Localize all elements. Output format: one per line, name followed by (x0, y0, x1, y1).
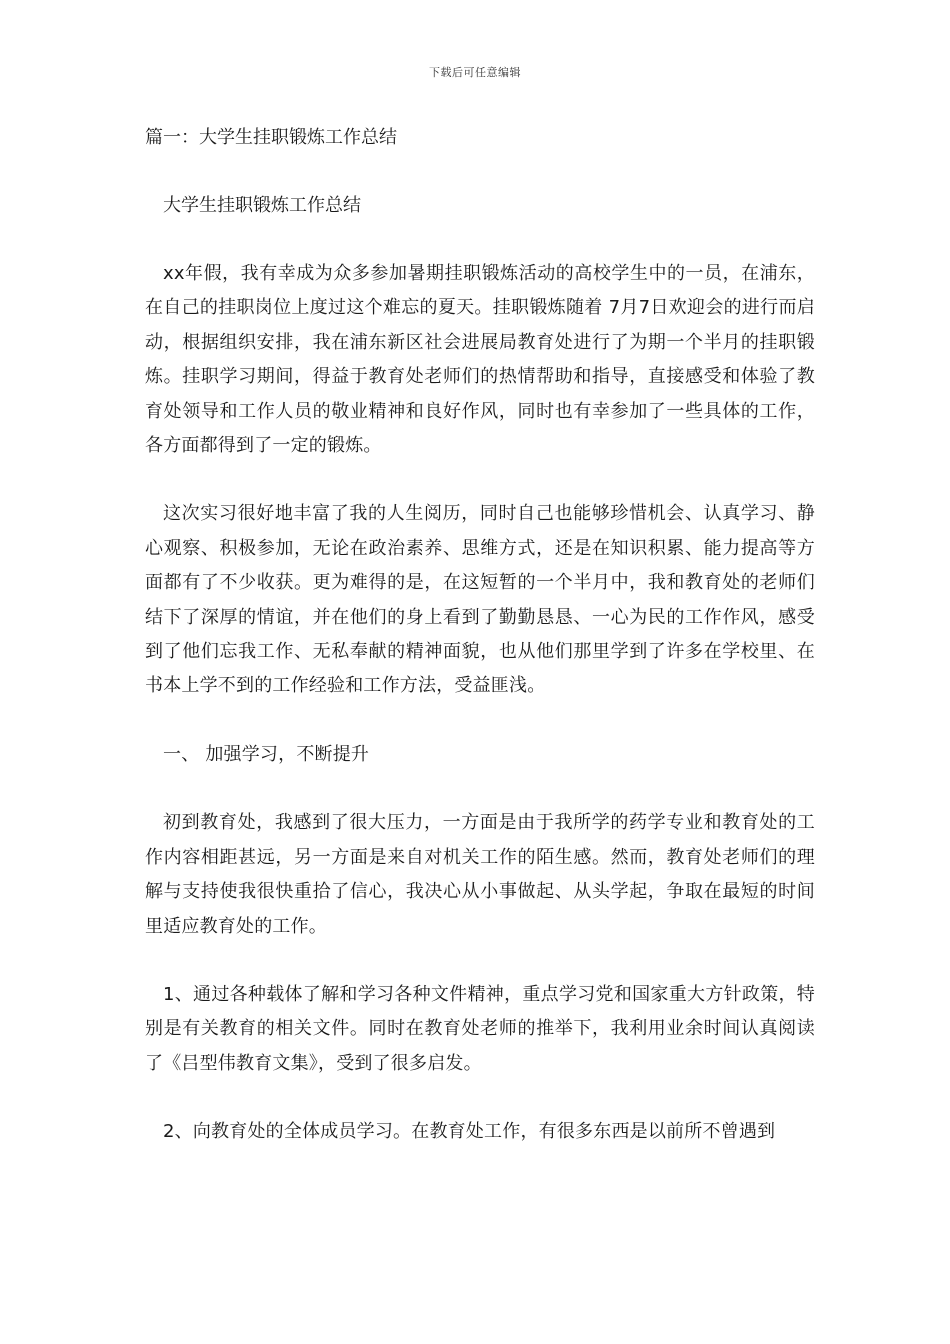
paragraph: 初到教育处，我感到了很大压力，一方面是由于我所学的药学专业和教育处的工作内容相距甚远，另一方面是来自对机关工作的陌生感。然而，教育处老师们的理解与支持使我很快重拾了信心，我决心从小事做起、从头学起，争取在最短的时间里适应教育处的工作。 (145, 812, 815, 937)
document-subtitle: 大学生挂职锻炼工作总结 (163, 195, 361, 216)
list-item: 1、通过各种载体了解和学习各种文件精神，重点学习党和国家重大方针政策，特别是有关教育的相关文件。同时在教育处老师的推举下，我利用业余时间认真阅读了《吕型伟教育文集》，受到了很多启发。 (145, 983, 815, 1074)
list-item: 2、向教育处的全体成员学习。在教育处工作，有很多东西是以前所不曾遇到 (163, 1121, 776, 1143)
document-body (145, 121, 815, 1184)
paragraph: 这次实习很好地丰富了我的人生阅历，同时自己也能够珍惜机会、认真学习、静心观察、积极参加，无论在政治素养、思维方式，还是在知识积累、能力提高等方面都有了不少收获。更为难得的是，在这短暂的一个半月中，我和教育处的老师们结下了深厚的情谊，并在他们的身上看到了勤勤恳恳、一心为民的工作作风，感受到了他们忘我工作、无私奉献的精神面貌，也从他们那里学到了许多在学校里、在书本上学不到的工作经验和工作方法，受益匪浅。 (145, 503, 815, 697)
paragraph: xx年假，我有幸成为众多参加暑期挂职锻炼活动的高校学生中的一员，在浦东，在自己的挂职岗位上度过这个难忘的夏天。挂职锻炼随着 7月7日欢迎会的进行而启动，根据组织安排，我在浦东新区社会进展局教育处进行了为期一个半月的挂职锻炼。挂职学习期间，得益于教育处老师们的热情帮助和指导，直接感受和体验了教育处领导和工作人员的敬业精神和良好作风，同时也有幸参加了一些具体的工作，各方面都得到了一定的锻炼。 (145, 263, 815, 457)
chapter-title: 篇一：大学生挂职锻炼工作总结 (145, 127, 397, 148)
section-heading: 一、 加强学习，不断提升 (163, 743, 370, 765)
page-header-note: 下载后可任意编辑 (429, 66, 521, 79)
